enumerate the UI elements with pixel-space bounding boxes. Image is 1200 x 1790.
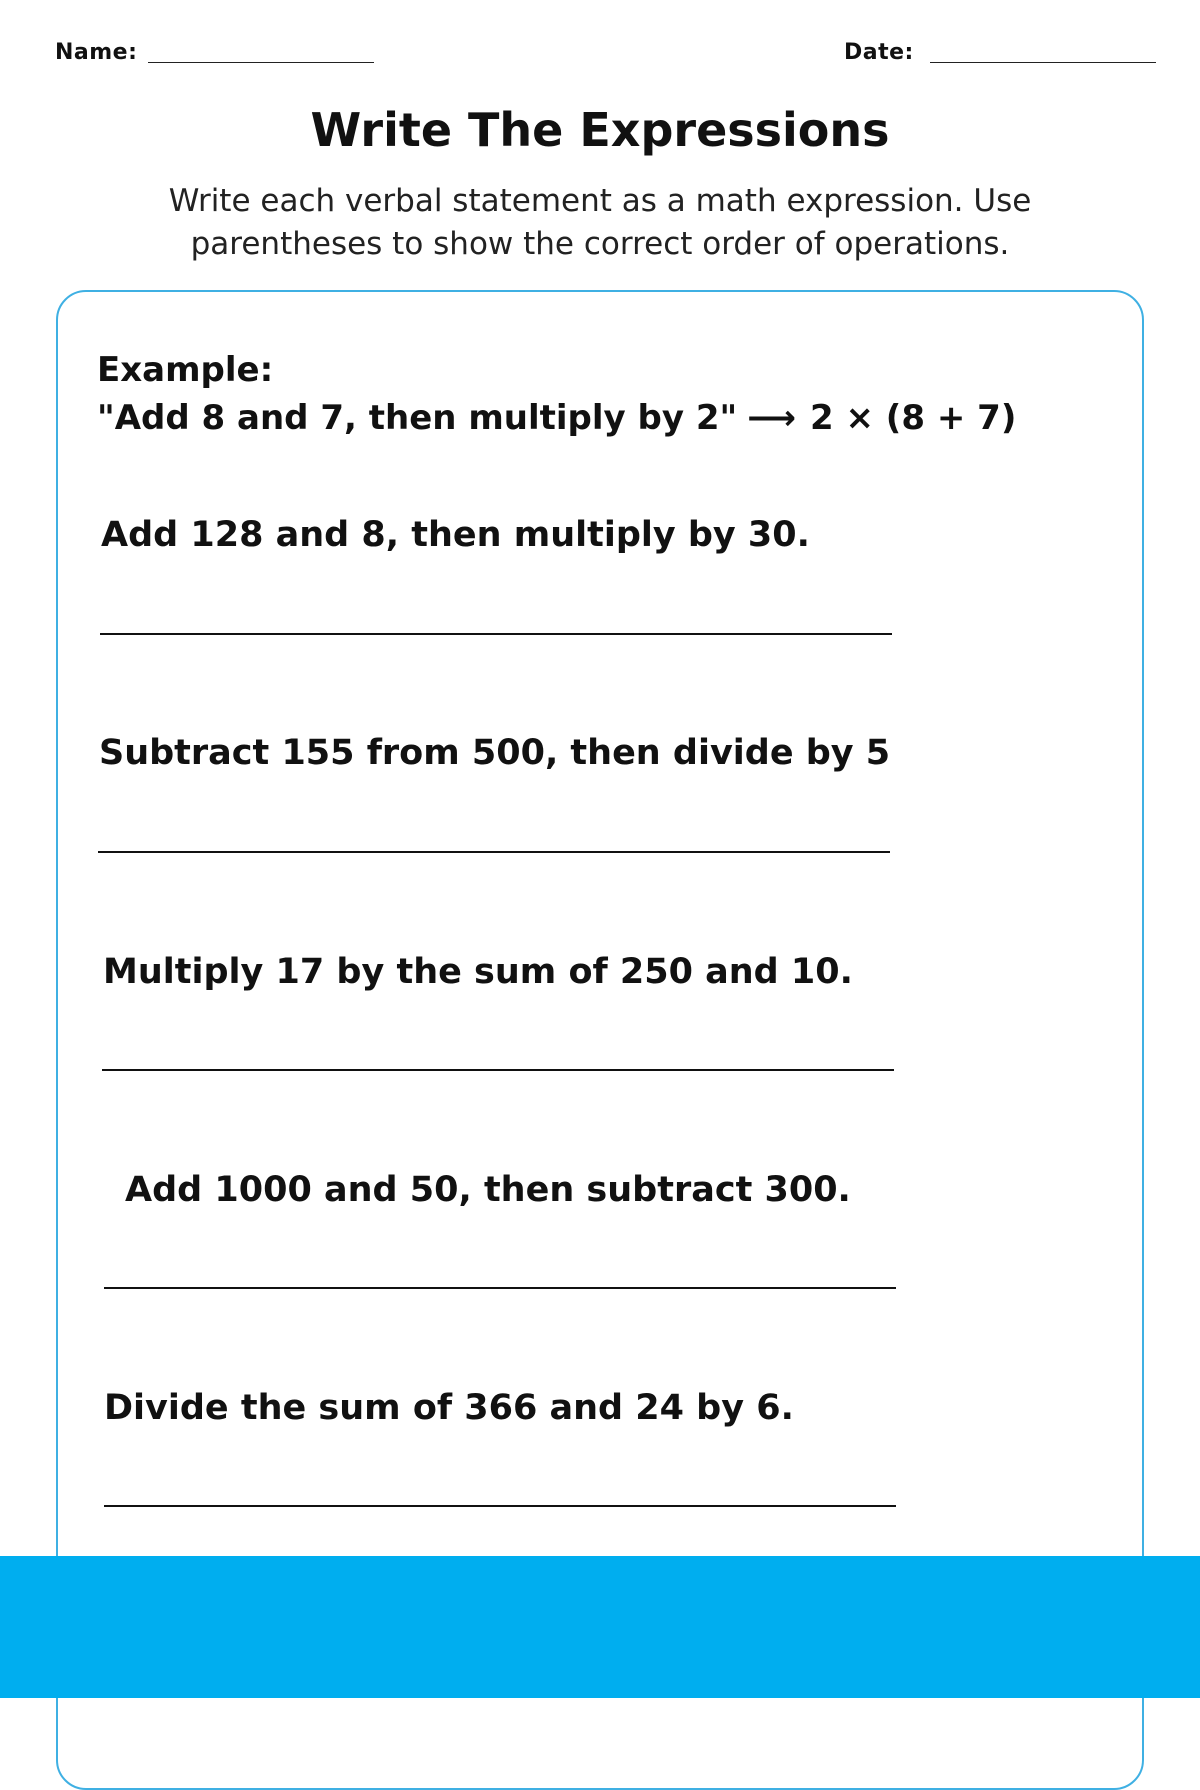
answer-line-5[interactable]	[104, 1505, 896, 1507]
answer-line-3[interactable]	[102, 1069, 894, 1071]
name-field-line[interactable]	[148, 62, 374, 63]
date-field-line[interactable]	[930, 62, 1156, 63]
example-row	[97, 398, 1016, 438]
question-2-text: Subtract 155 from 500, then divide by 5	[99, 733, 891, 773]
example-label: Example:	[97, 350, 274, 390]
question-1-text: Add 128 and 8, then multiply by 30.	[101, 515, 810, 555]
answer-line-1[interactable]	[100, 633, 892, 635]
example-expression: 2 × (8 + 7)	[809, 398, 1017, 438]
page-title: Write The Expressions	[310, 103, 890, 157]
right-arrow-icon: ⟶	[747, 398, 796, 438]
question-5-text: Divide the sum of 366 and 24 by 6.	[104, 1388, 794, 1428]
question-4-text: Add 1000 and 50, then subtract 300.	[125, 1170, 851, 1210]
instructions-text: Write each verbal statement as a math expression. Use parentheses to show the correct order of operations.	[168, 183, 1032, 262]
date-label: Date:	[844, 40, 914, 65]
question-3-text: Multiply 17 by the sum of 250 and 10.	[103, 952, 853, 992]
answer-line-2[interactable]	[98, 851, 890, 853]
answer-line-4[interactable]	[104, 1287, 896, 1289]
footer-band	[0, 1556, 1200, 1698]
example-statement: "Add 8 and 7, then multiply by 2"	[97, 398, 738, 438]
name-label: Name:	[55, 40, 138, 65]
